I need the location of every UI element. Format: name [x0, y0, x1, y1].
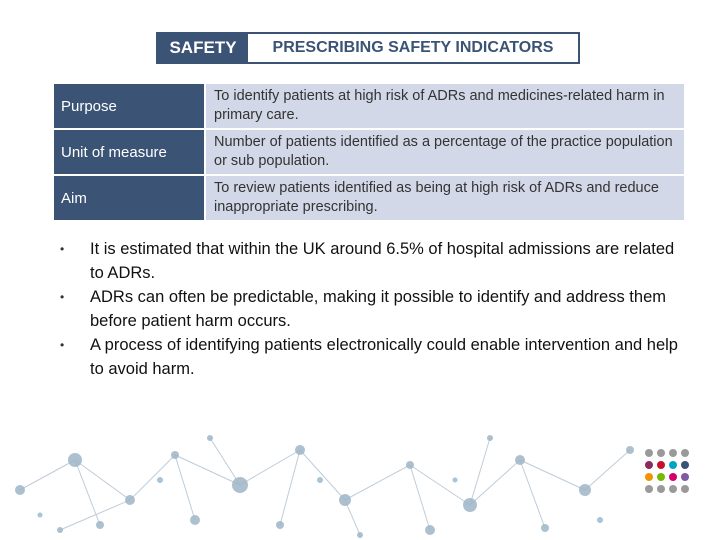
molecule-network-decoration — [0, 430, 720, 540]
list-item — [58, 238, 688, 285]
bullet-marker: • — [60, 290, 65, 304]
bullet-text: It is estimated that within the UK around 6.5% of hospital admissions are related to ADRs. — [90, 240, 675, 282]
page-title: PRESCRIBING SAFETY INDICATORS — [272, 39, 554, 56]
bullet-text: ADRs can often be predictable, making it possible to identify and address them before patient harm occurs. — [90, 288, 666, 330]
section-tag: SAFETY — [158, 34, 248, 62]
bullet-text: A process of identifying patients electronically could enable intervention and help to avoid harm. — [90, 336, 678, 378]
row-label: Purpose — [54, 84, 204, 128]
info-table — [54, 84, 684, 222]
list-item — [58, 286, 688, 333]
dots-logo-icon — [644, 448, 692, 496]
title-banner — [156, 32, 580, 64]
row-label: Aim — [54, 176, 204, 220]
table-row-purpose — [54, 84, 684, 128]
row-value: Number of patients identified as a percentage of the practice population or sub population. — [206, 130, 684, 174]
table-row-aim — [54, 176, 684, 220]
bullet-marker: • — [60, 338, 65, 352]
bullet-marker: • — [60, 242, 65, 256]
bullet-list — [58, 238, 688, 382]
table-row-unit-of-measure — [54, 130, 684, 174]
row-label: Unit of measure — [54, 130, 204, 174]
row-value: To identify patients at high risk of ADRs and medicines-related harm in primary care. — [206, 84, 684, 128]
list-item — [58, 334, 688, 381]
row-value: To review patients identified as being at high risk of ADRs and reduce inappropriate prescribing. — [206, 176, 684, 220]
